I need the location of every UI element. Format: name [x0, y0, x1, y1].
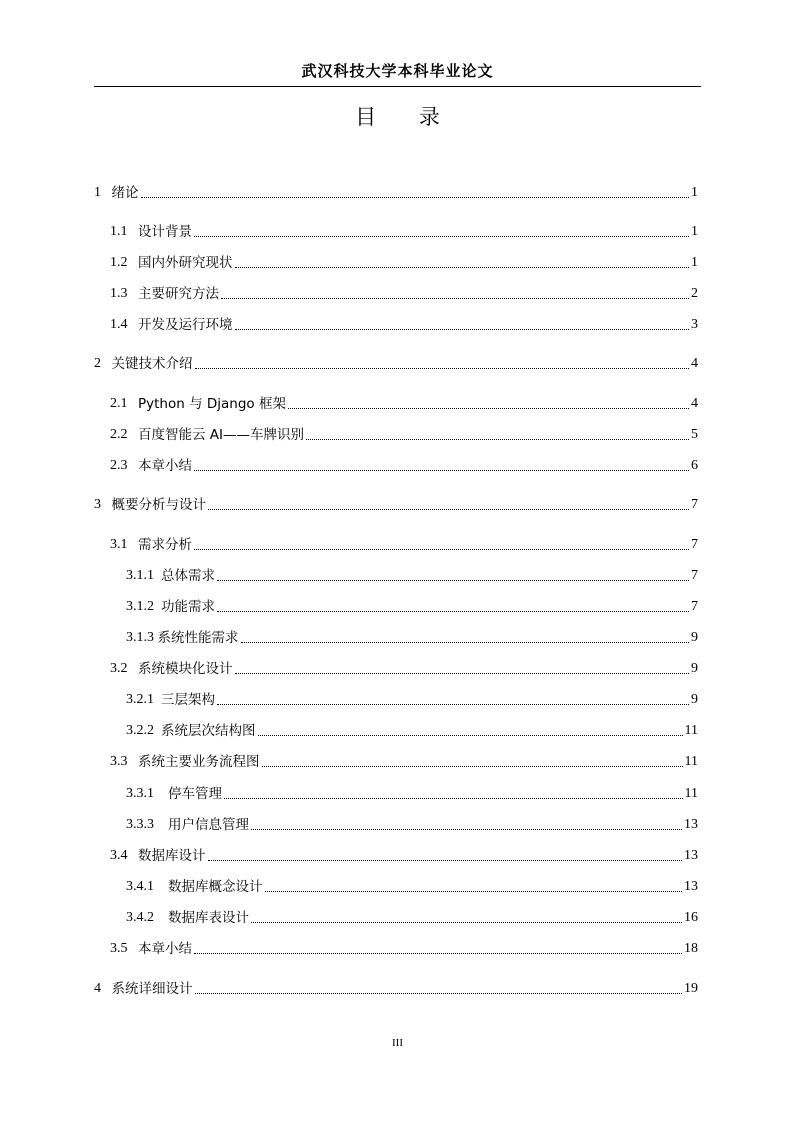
toc-entry-page: 13	[684, 817, 698, 832]
toc-entry-label: 数据库概念设计	[168, 879, 263, 895]
toc-entry-number: 3.4.2	[126, 910, 168, 925]
toc-entry[interactable]	[110, 938, 698, 958]
toc-entry-page: 13	[684, 879, 698, 894]
toc-dot-leader	[194, 548, 689, 550]
toc-dot-leader	[217, 610, 689, 612]
toc-dot-leader	[195, 992, 683, 994]
toc-dot-leader	[208, 508, 689, 510]
toc-entry-page: 1	[691, 255, 698, 270]
toc-entry-label: 百度智能云 AI——车牌识别	[138, 427, 305, 443]
toc-entry-page: 1	[691, 185, 698, 200]
toc-entry[interactable]	[94, 978, 698, 998]
toc-entry[interactable]	[126, 720, 698, 740]
toc-entry-number: 3.3	[110, 754, 138, 769]
toc-entry-label: 系统模块化设计	[138, 661, 233, 677]
toc-entry-label: 数据库设计	[138, 848, 206, 864]
toc-entry-number: 1.3	[110, 286, 138, 301]
toc-entry-page: 11	[684, 723, 698, 738]
toc-entry-number: 3.3.3	[126, 817, 168, 832]
toc-entry-number: 1.2	[110, 255, 138, 270]
toc-entry-number: 2.2	[110, 427, 138, 442]
toc-dot-leader	[265, 890, 683, 892]
toc-dot-leader	[217, 703, 689, 705]
toc-entry[interactable]	[110, 393, 698, 413]
toc-dot-leader	[235, 328, 690, 330]
toc-entry-number: 1.4	[110, 317, 138, 332]
toc-entry[interactable]	[126, 783, 698, 803]
toc-entry-page: 16	[684, 910, 698, 925]
toc-entry[interactable]	[110, 424, 698, 444]
toc-dot-leader	[141, 196, 690, 198]
toc-entry[interactable]	[126, 596, 698, 616]
toc-entry[interactable]	[126, 907, 698, 927]
toc-dot-leader	[251, 828, 682, 830]
toc-entry[interactable]	[110, 658, 698, 678]
toc-entry-page: 9	[691, 661, 698, 676]
toc-entry-page: 7	[691, 599, 698, 614]
toc-entry-page: 7	[691, 568, 698, 583]
toc-dot-leader	[217, 579, 689, 581]
toc-entry-number: 3.2.1	[126, 692, 161, 707]
toc-entry-number: 3.1.1	[126, 568, 161, 583]
toc-dot-leader	[194, 952, 682, 954]
toc-entry-label: 系统层次结构图	[161, 723, 256, 739]
toc-dot-leader	[258, 734, 683, 736]
toc-entry-page: 1	[691, 224, 698, 239]
toc-entry-label: 绪论	[111, 185, 139, 201]
toc-entry-page: 5	[691, 427, 698, 442]
toc-dot-leader	[235, 672, 690, 674]
toc-entry-page: 7	[691, 497, 698, 512]
toc-entry[interactable]	[110, 534, 698, 554]
toc-dot-leader	[306, 438, 689, 440]
toc-entry-label: Python 与 Django 框架	[138, 396, 286, 412]
toc-dot-leader	[241, 641, 690, 643]
toc-entry[interactable]	[126, 627, 698, 647]
toc-entry-number: 3.5	[110, 941, 138, 956]
toc-entry[interactable]	[110, 751, 698, 771]
toc-dot-leader	[194, 469, 689, 471]
toc-entry-number: 1.1	[110, 224, 138, 239]
toc-entry[interactable]	[110, 283, 698, 303]
toc-entry[interactable]	[94, 353, 698, 373]
toc-entry-number: 2	[94, 356, 112, 371]
toc-entry-label: 关键技术介绍	[111, 356, 193, 372]
toc-dot-leader	[288, 407, 689, 409]
toc-entry[interactable]	[126, 814, 698, 834]
toc-entry-number: 3	[94, 497, 112, 512]
toc-entry-number: 2.1	[110, 396, 138, 411]
toc-entry[interactable]	[110, 845, 698, 865]
toc-entry-label: 用户信息管理	[168, 817, 249, 833]
toc-entry-number: 4	[94, 981, 112, 996]
toc-entry-page: 7	[691, 537, 698, 552]
toc-entry[interactable]	[110, 314, 698, 334]
toc-entry-label: 数据库表设计	[168, 910, 249, 926]
toc-dot-leader	[251, 921, 682, 923]
toc-entry-label: 开发及运行环境	[138, 317, 233, 333]
toc-entry-label: 概要分析与设计	[111, 497, 206, 513]
toc-entry-number: 3.3.1	[126, 786, 168, 801]
toc-dot-leader	[262, 765, 683, 767]
toc-entry-page: 4	[691, 396, 698, 411]
toc-entry-page: 3	[691, 317, 698, 332]
toc-dot-leader	[194, 235, 689, 237]
toc-entry-label: 需求分析	[138, 537, 192, 553]
toc-entry-page: 9	[691, 692, 698, 707]
toc-dot-leader	[195, 367, 690, 369]
toc-dot-leader	[208, 859, 683, 861]
toc-entry-number: 1	[94, 185, 112, 200]
running-header: 武汉科技大学本科毕业论文	[301, 62, 494, 80]
toc-entry-label: 本章小结	[138, 458, 192, 474]
toc-entry-page: 18	[684, 941, 698, 956]
toc-entry-page: 19	[684, 981, 698, 996]
toc-entry[interactable]	[110, 455, 698, 475]
toc-entry-number: 3.4.1	[126, 879, 168, 894]
toc-entry[interactable]	[126, 565, 698, 585]
toc-entry-label: 总体需求	[161, 568, 215, 584]
toc-dot-leader	[235, 266, 690, 268]
page-number: III	[392, 1037, 403, 1049]
toc-entry-label: 主要研究方法	[138, 286, 219, 302]
toc-dot-leader	[221, 297, 689, 299]
toc-dot-leader	[224, 797, 683, 799]
toc-entry[interactable]	[110, 221, 698, 241]
toc-entry-page: 4	[691, 356, 698, 371]
toc-entry-number: 3.2.2	[126, 723, 161, 738]
toc-entry-number: 3.1	[110, 537, 138, 552]
toc-entry-page: 6	[691, 458, 698, 473]
toc-entry-label: 国内外研究现状	[138, 255, 233, 271]
toc-entry-label: 设计背景	[138, 224, 192, 240]
toc-entry-page: 2	[691, 286, 698, 301]
toc-entry-label: 系统性能需求	[157, 630, 239, 646]
toc-entry-number: 3.1.3	[126, 630, 158, 645]
toc-entry-label: 系统详细设计	[111, 981, 193, 997]
toc-entry[interactable]	[94, 494, 698, 514]
toc-entry-label: 停车管理	[168, 786, 222, 802]
toc-entry-label: 本章小结	[138, 941, 192, 957]
toc-entry-number: 3.1.2	[126, 599, 161, 614]
toc-entry-number: 3.2	[110, 661, 138, 676]
toc-entry[interactable]	[126, 876, 698, 896]
toc-entry-page: 11	[684, 754, 698, 769]
page-title: 目 录	[355, 105, 458, 129]
toc-entry-label: 系统主要业务流程图	[138, 754, 260, 770]
toc-entry[interactable]	[94, 182, 698, 202]
toc-entry-number: 2.3	[110, 458, 138, 473]
toc-entry-page: 9	[691, 630, 698, 645]
toc-entry[interactable]	[110, 252, 698, 272]
toc-entry-number: 3.4	[110, 848, 138, 863]
toc-entry[interactable]	[126, 689, 698, 709]
toc-entry-label: 功能需求	[161, 599, 215, 615]
toc-entry-label: 三层架构	[161, 692, 215, 708]
toc-entry-page: 13	[684, 848, 698, 863]
toc-entry-page: 11	[684, 786, 698, 801]
